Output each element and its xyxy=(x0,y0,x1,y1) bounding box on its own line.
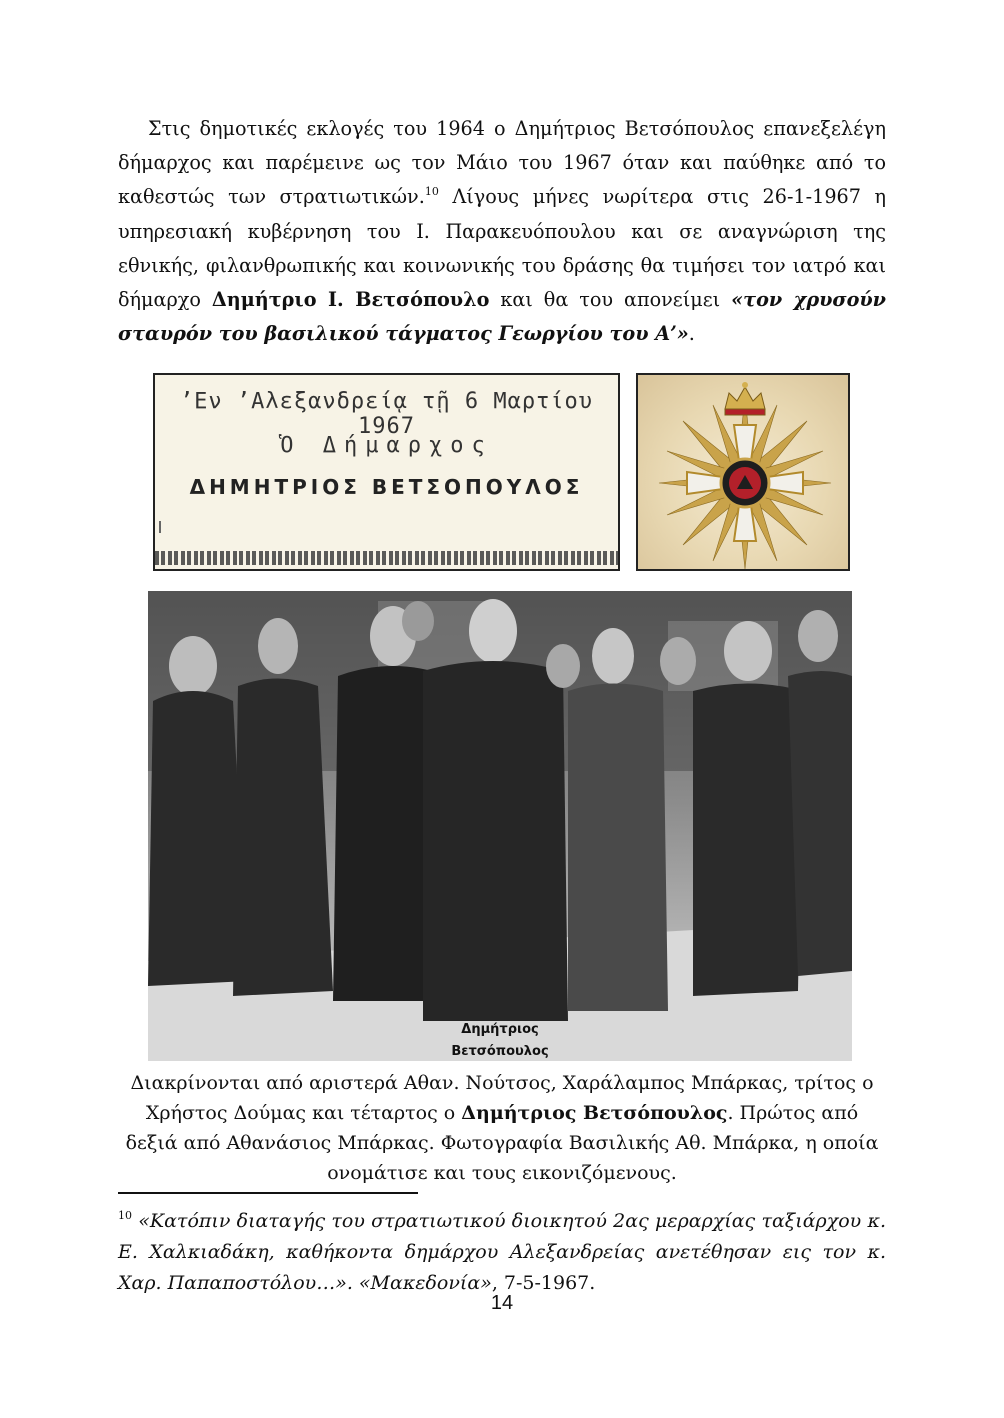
document-clipping xyxy=(153,373,620,571)
paragraph-text-3: και θα του απονείμει xyxy=(489,288,732,312)
mayor-name: Δημήτριο Ι. Βετσόπουλο xyxy=(211,288,490,312)
document-name-line: ΔΗΜΗΤΡΙΟΣ ΒΕΤΣΟΠΟΥΛΟΣ xyxy=(189,475,584,499)
photo-label-line1: Δημήτριος xyxy=(461,1022,539,1037)
footnote-date: , 7-5-1967. xyxy=(491,1272,596,1294)
photo-figures xyxy=(148,591,852,1061)
caption-text-2: . Πρώτος από δεξιά από Αθανάσιος Μπάρκας. Φωτογραφία Βασιλικής Αθ. Μπάρκα, η οποία ονομάτισε και τους εικονιζόμενους. xyxy=(125,1102,879,1184)
order-of-george-star-icon xyxy=(638,375,848,569)
caption-name: Δημήτριος Βετσόπουλος xyxy=(461,1102,728,1124)
body-paragraph xyxy=(118,112,886,351)
footnote-source: «Μακεδονία» xyxy=(352,1272,492,1294)
paragraph-text-2: Λίγους μήνες νωρίτερα στις 26-1-1967 η υπηρεσιακή κυβέρνηση του Ι. Παρακευόπουλου και σε αναγνώριση της εθνικής, φιλανθρωπικής και κοινωνικής του δράσης θα τιμήσει τον ιατρό και δήμαρχο xyxy=(118,185,886,312)
photo-label-line2: Βετσόπουλος xyxy=(451,1044,549,1059)
paragraph-text-4: . xyxy=(688,322,695,346)
footnote-quote: «Κατόπιν διαταγής του στρατιωτικού διοικητού 2ας μεραρχίας ταξιάρχου κ. Ε. Χαλκιαδάκη, καθήκοντα δημάρχου Αλεξανδρείας ανετέθησαν εις τον κ. Χαρ. Παπαποστόλου…». xyxy=(118,1210,886,1294)
page-number: 14 xyxy=(490,1292,514,1314)
document-date-line: ’Εν ’Αλεξανδρείᾳ τῇ 6 Μαρτίου 1967 xyxy=(179,389,594,439)
footnote-ref[interactable]: 10 xyxy=(424,185,439,199)
caption-text-1: Διακρίνονται από αριστερά Αθαν. Νούτσος, Χαράλαμπος Μπάρκας, τρίτος ο Χρήστος Δούμας και τέταρτος ο xyxy=(130,1072,874,1124)
award-name: «τον χρυσούν σταυρόν του βασιλικού τάγματος Γεωργίου του Α’» xyxy=(118,288,886,346)
footnote-divider xyxy=(118,1192,418,1194)
document-mark xyxy=(159,521,161,533)
document-title-line: Ὁ Δήμαρχος xyxy=(280,433,493,458)
document-ornament-border xyxy=(155,551,618,565)
paragraph-text-1: Στις δημοτικές εκλογές του 1964 ο Δημήτριος Βετσόπουλος επανεξελέγη δήμαρχος και παρέμεινε ως τον Μάιο του 1967 όταν και παύθηκε από το καθεστώς των στρατιωτικών. xyxy=(118,117,886,209)
footnote-number: 10 xyxy=(118,1209,132,1222)
group-photo xyxy=(148,591,852,1061)
photo-label xyxy=(148,1019,852,1061)
medal-image xyxy=(636,373,850,571)
photo-caption xyxy=(118,1068,886,1188)
footnote xyxy=(118,1206,886,1299)
